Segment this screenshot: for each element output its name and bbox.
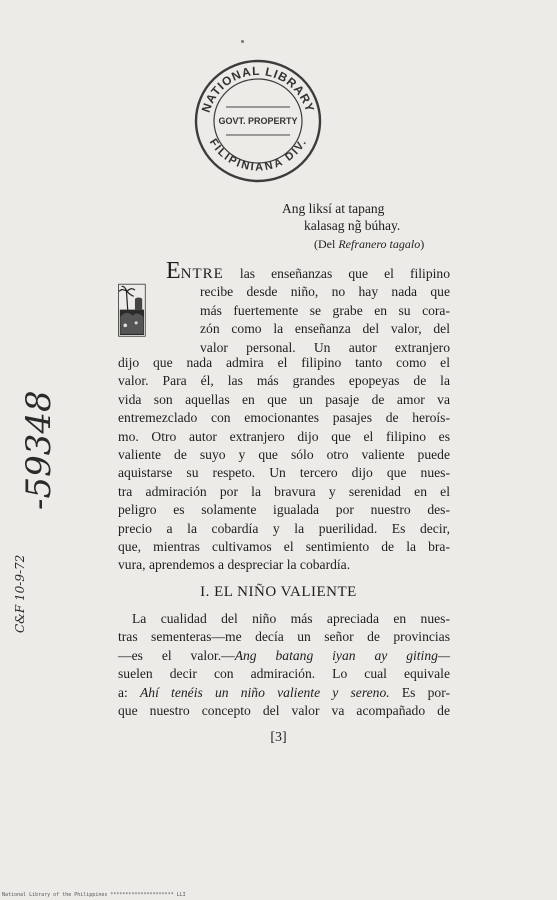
paragraph-line: tra admiración por la bravura y serenidad en el bbox=[118, 483, 450, 499]
scan-footer: National Library of the Philippines ********************* LLI bbox=[2, 892, 186, 898]
stamp-middle-text: GOVT. PROPERTY bbox=[218, 116, 298, 126]
paragraph-line: dijo que nada admira el filipino tanto como el bbox=[118, 355, 450, 370]
handwritten-catalog-number bbox=[19, 320, 78, 520]
first-word-rest: NTRE bbox=[180, 266, 224, 282]
library-stamp bbox=[190, 55, 326, 185]
epigraph-line-2: kalasag ng̃ búhay. bbox=[304, 218, 401, 233]
intro-line-3: más fuertemente se grabe en su cora- bbox=[200, 302, 450, 318]
paragraph-line: a: Ahí tenéis un niño valiente y sereno. Es por- bbox=[118, 684, 450, 700]
intro-paragraph bbox=[118, 354, 450, 575]
paragraph-line: valiente de suyo y que sólo otro valiente puede bbox=[118, 447, 450, 463]
paragraph-line: vura, aprendemos a despreciar la cobardía. bbox=[118, 557, 351, 573]
paragraph-line: suelen decir con admiración. Lo cual equivale bbox=[118, 666, 450, 682]
dropcap-letter: E bbox=[166, 258, 181, 284]
epigraph bbox=[280, 200, 460, 253]
page-number: [3] bbox=[270, 730, 287, 745]
paragraph-line: entremezclado con emocionantes pasajes de heroís- bbox=[118, 410, 450, 426]
paragraph-line: que, mientras cultivamos el sentimiento de la bra- bbox=[118, 539, 450, 555]
epigraph-line-1: Ang liksí at tapang bbox=[282, 201, 385, 216]
paragraph-line: —es el valor.—Ang batang iyan ay giting— bbox=[118, 647, 450, 663]
intro-lead-lines bbox=[166, 258, 450, 357]
section-heading: I. EL NIÑO VALIENTE bbox=[200, 584, 357, 600]
intro-line-2: recibe desde niño, no hay nada que bbox=[200, 284, 450, 300]
paragraph-line: vida son aquellas en que un pasaje de amor va bbox=[118, 391, 450, 407]
paragraph-line: peligro es solamente igualada por nuestro des- bbox=[118, 502, 450, 518]
section-paragraph bbox=[118, 610, 450, 720]
svg-text:FILIPINIANA DIV. bbox=[207, 137, 309, 174]
stamp-top-text: NATIONAL LIBRARY bbox=[198, 63, 318, 115]
paragraph-line: tras sementeras—me decía un señor de provincias bbox=[118, 629, 450, 645]
stamp-bottom-text: FILIPINIANA DIV. bbox=[206, 136, 310, 174]
date-note-text: C&F 10-9-72 bbox=[13, 554, 27, 633]
dropcap-illustration bbox=[118, 262, 164, 356]
intro-line-1: ENTRE las enseñanzas que el filipino bbox=[166, 258, 450, 284]
epigraph-source-title: Refranero tagalo bbox=[338, 237, 421, 251]
tagalog-phrase: Ang batang iyan ay giting— bbox=[234, 647, 450, 663]
intro-line-4: zón como la enseñanza del valor, del bbox=[200, 321, 450, 337]
paragraph-line: que nuestro concepto del valor va acompañado de bbox=[118, 703, 450, 719]
paragraph-line: precio a la cobardía y la puerilidad. Es decir, bbox=[118, 520, 450, 536]
paragraph-line: mo. Otro autor extranjero dijo que el filipino es bbox=[118, 428, 450, 444]
epigraph-source: (Del Refranero tagalo) bbox=[314, 237, 425, 251]
paragraph-line: aquistarse su respeto. Un tercero dijo que nues- bbox=[118, 465, 450, 481]
translation-phrase: Ahí tenéis un niño valiente y sereno. bbox=[140, 684, 390, 700]
paragraph-line: La cualidad del niño más apreciada en nues- bbox=[132, 611, 450, 626]
vertical-number-text: -59348 bbox=[19, 390, 59, 510]
intro-line-5: valor personal. Un autor extranjero bbox=[200, 339, 450, 355]
ink-speck bbox=[241, 40, 244, 43]
paragraph-line: valor. Para él, las más grandes epopeyas de la bbox=[118, 373, 450, 389]
